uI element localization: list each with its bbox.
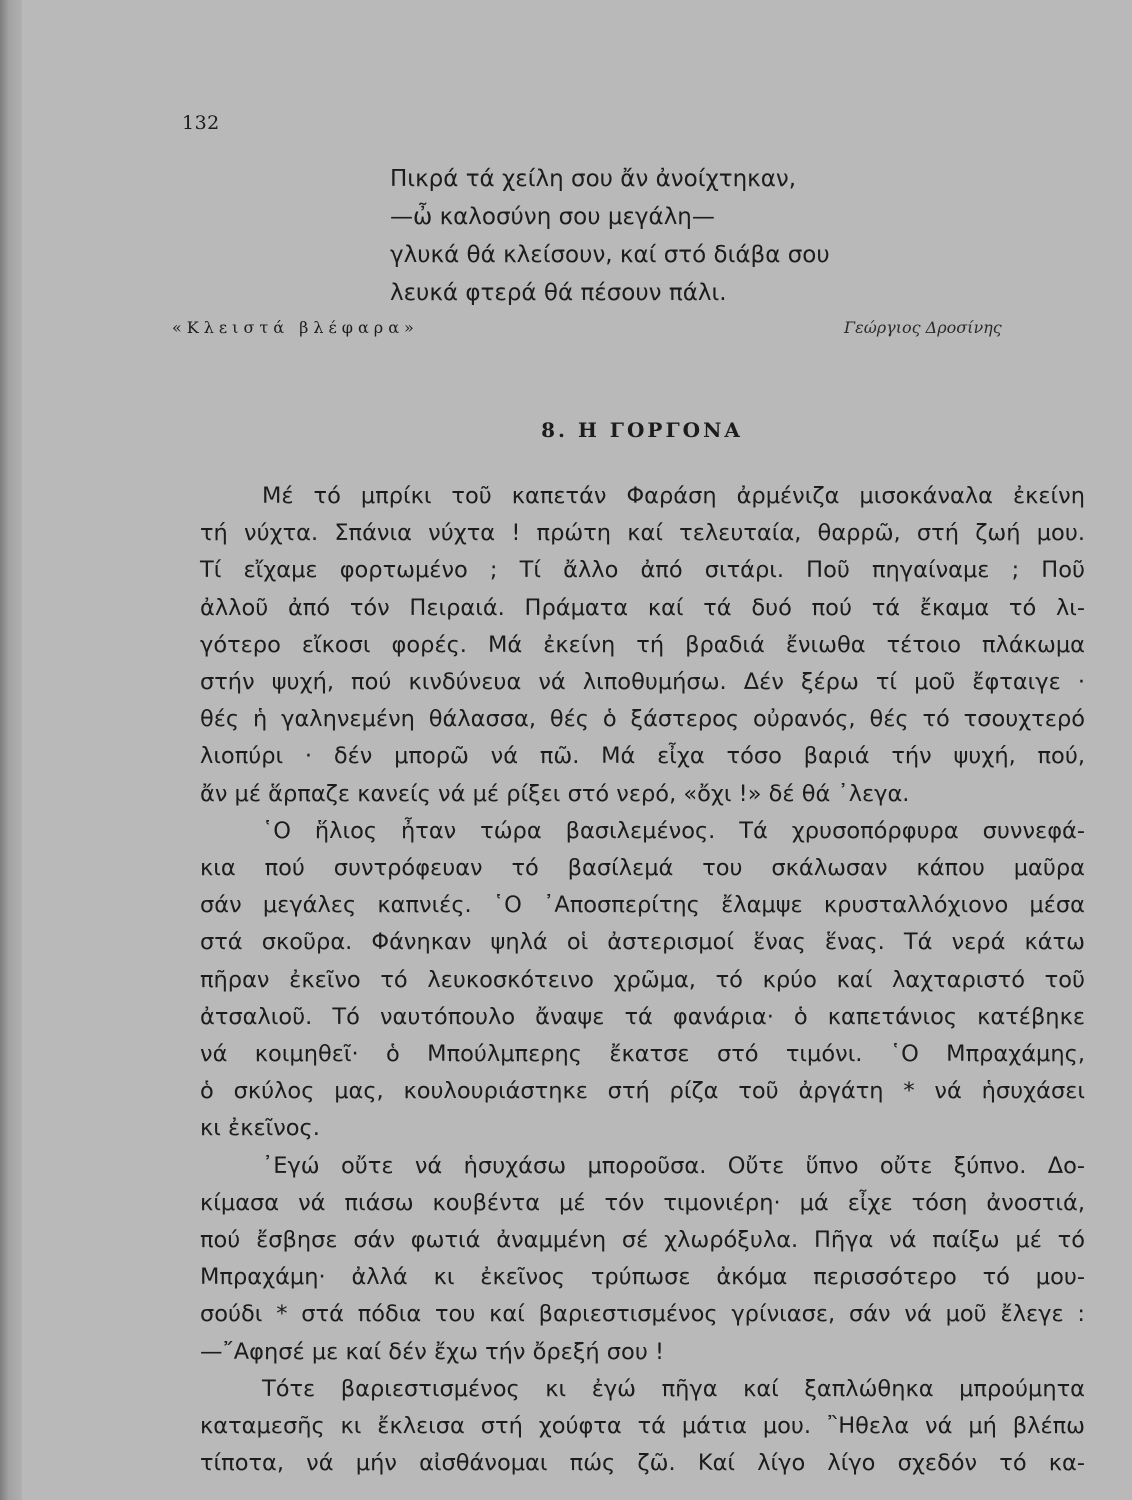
text-line: κια πού συντρόφευαν τό βασίλεμά του σκάλωσαν κάπου μαῦρα [200,855,1085,882]
text-line: θές ἡ γαληνεμένη θάλασσα, θές ὁ ξάστερος οὐρανός, θές τό τσουχτερό [200,706,1085,733]
text-line: ἀλλοῦ ἀπό τόν Πειραιά. Πράματα καί τά δυό πού τά ἔκαμα τό λι- [200,594,1085,621]
text-line: στήν ψυχή, πού κινδύνευα νά λιποθυμήσω. Δέν ξέρω τί μοῦ ἔφταιγε · [200,669,1085,696]
text-line: ὁ σκύλος μας, κουλουριάστηκε στή ρίζα τοῦ ἀργάτη * νά ἡσυχάσει [200,1078,1085,1105]
text-line: —῎Αφησέ με καί δέν ἔχω τήν ὄρεξή σου ! [200,1338,665,1365]
text-line: νά κοιμηθεῖ· ὁ Μπούλμπερης ἔκατσε στό τιμόνι. ῾Ο Μπραχάμης, [200,1041,1085,1068]
text-line: πῆραν ἐκεῖνο τό λευκοσκότεινο χρῶμα, τό κρύο καί λαχταριστό τοῦ [200,966,1085,993]
poem-source: «Κλειστά βλέφαρα» [172,318,419,337]
text-line: Τί εἴχαμε φορτωμένο ; Τί ἄλλο ἀπό σιτάρι. Ποῦ πηγαίναμε ; Ποῦ [200,557,1085,584]
poem-line: λευκά φτερά θά πέσουν πάλι. [390,280,727,306]
text-line: λιοπύρι · δέν μπορῶ νά πῶ. Μά εἶχα τόσο βαριά τήν ψυχή, πού, [200,743,1085,770]
text-line: Μέ τό μπρίκι τοῦ καπετάν Φαράση ἀρμένιζα μισοκάναλα ἐκείνη [262,483,1085,509]
text-line: Μπραχάμη· ἀλλά κι ἐκεῖνος τρύπωσε ἀκόμα περισσότερο τό μου- [200,1264,1085,1291]
text-line: ἀτσαλιοῦ. Τό ναυτόπουλο ἄναψε τά φανάρια· ὁ καπετάνιος κατέβηκε [200,1003,1085,1030]
text-line: σάν μεγάλες καπνιές. ῾Ο ᾽Αποσπερίτης ἔλαμψε κρυσταλλόχιονο μέσα [200,892,1085,919]
text-line: στά σκοῦρα. Φάνηκαν ψηλά οἱ ἀστερισμοί ἕνας ἕνας. Τά νερά κάτω [200,929,1085,956]
text-line: σούδι * στά πόδια του καί βαριεστισμένος γρίνιασε, σάν νά μοῦ ἔλεγε : [200,1301,1085,1328]
poem-line: Πικρά τά χείλη σου ἄν ἀνοίχτηκαν, [390,166,797,192]
page-edge [0,0,22,1500]
text-line: Τότε βαριεστισμένος κι ἐγώ πῆγα καί ξαπλώθηκα μπρούμητα [262,1375,1085,1402]
text-line: ᾽Εγώ οὔτε νά ἡσυχάσω μποροῦσα. Οὔτε ὕπνο οὔτε ξύπνο. Δο- [262,1152,1085,1179]
book-page [22,0,1132,1500]
page-number: 132 [182,112,220,134]
text-line: τή νύχτα. Σπάνια νύχτα ! πρώτη καί τελευταία, θαρρῶ, στή ζωή μου. [200,520,1085,547]
text-line: καταμεσῆς κι ἔκλεισα στή χούφτα τά μάτια μου. ῍Ηθελα νά μή βλέπω [200,1413,1085,1440]
text-line: κι ἐκεῖνος. [200,1115,320,1142]
text-line: τίποτα, νά μήν αἰσθάνομαι πώς ζῶ. Καί λίγο λίγο σχεδόν τό κα- [200,1450,1085,1477]
body-text [200,478,1085,1482]
text-line: κίμασα νά πιάσω κουβέντα μέ τόν τιμονιέρη· μά εἶχε τόση ἀνοστιά, [200,1189,1085,1216]
text-line: ἄν μέ ἅρπαζε κανείς νά μέ ρίξει στό νερό, «ὄχι !» δέ θά ᾽λεγα. [200,780,910,807]
poem-line: —ὦ καλοσύνη σου μεγάλη— [390,204,715,230]
text-line: γότερο εἴκοσι φορές. Μά ἐκείνη τή βραδιά ἔνιωθα τέτοιο πλάκωμα [200,631,1085,658]
poem-line: γλυκά θά κλείσουν, καί στό διάβα σου [390,242,830,268]
text-line: ῾Ο ἥλιος ἦταν τώρα βασιλεμένος. Τά χρυσοπόρφυρα συννεφά- [262,817,1085,844]
epigraph-poem [390,160,830,312]
poem-author: Γεώργιος Δροσίνης [844,318,1002,337]
chapter-title: 8. Η ΓΟΡΓΟΝΑ [541,418,743,442]
text-line: πού ἔσβησε σάν φωτιά ἀναμμένη σέ χλωρόξυλα. Πῆγα νά παίξω μέ τό [200,1227,1085,1254]
